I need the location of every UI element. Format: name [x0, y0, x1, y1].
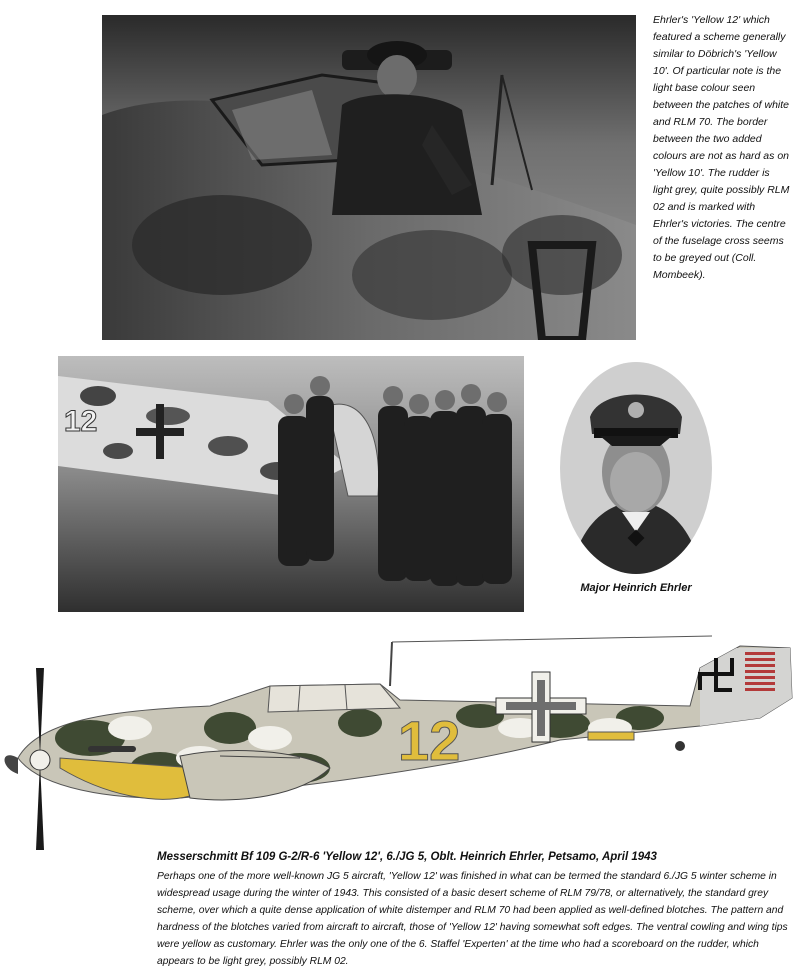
plate-title: Messerschmitt Bf 109 G-2/R-6 'Yellow 12', 6./JG 5, Oblt. Heinrich Ehrler, Petsamo, April 1943 [157, 851, 657, 863]
profile-aircraft-number: 12 [398, 709, 461, 772]
portrait-photo [560, 362, 712, 574]
photo-caption-top: Ehrler's 'Yellow 12' which featured a scheme generally similar to Döbrich's 'Yellow 10'. Of particular note is the light base colour seen between the patches of white and RLM 70. The border between the two added colours are not as hard as on 'Yellow 10'. The rudder is light grey, quite possibly RLM 02 and is marked with Ehrler's victories. The centre of the fuselage cross seems to be greyed out (Coll. Mombeek). [653, 14, 790, 281]
photo-pilot-in-cockpit [102, 15, 636, 340]
photo-group-by-aircraft [58, 356, 524, 612]
photo-aircraft-number: 12 [64, 405, 98, 438]
plate-description: Perhaps one of the more well-known JG 5 aircraft, 'Yellow 12' was finished in what can be termed the standard 6./JG 5 winter scheme in widespread usage during the winter of 1943. This consisted of a basic desert scheme of RLM 79/78, or alternatively, the standard grey scheme, over which a quite dense application of white distemper and RLM 70 had been applied as well-defined blotches. The pattern and hardness of the blotches varied from aircraft to aircraft, those of 'Yellow 12' having somewhat soft edges. The ventral cowling and wing tips were yellow as customary. Ehrler was the only one of the 6. Staffel 'Experten' at the time who had a scoreboard on the rudder, which appears to be light grey, possibly RLM 02. [157, 871, 788, 967]
portrait-caption: Major Heinrich Ehrler [580, 582, 692, 594]
